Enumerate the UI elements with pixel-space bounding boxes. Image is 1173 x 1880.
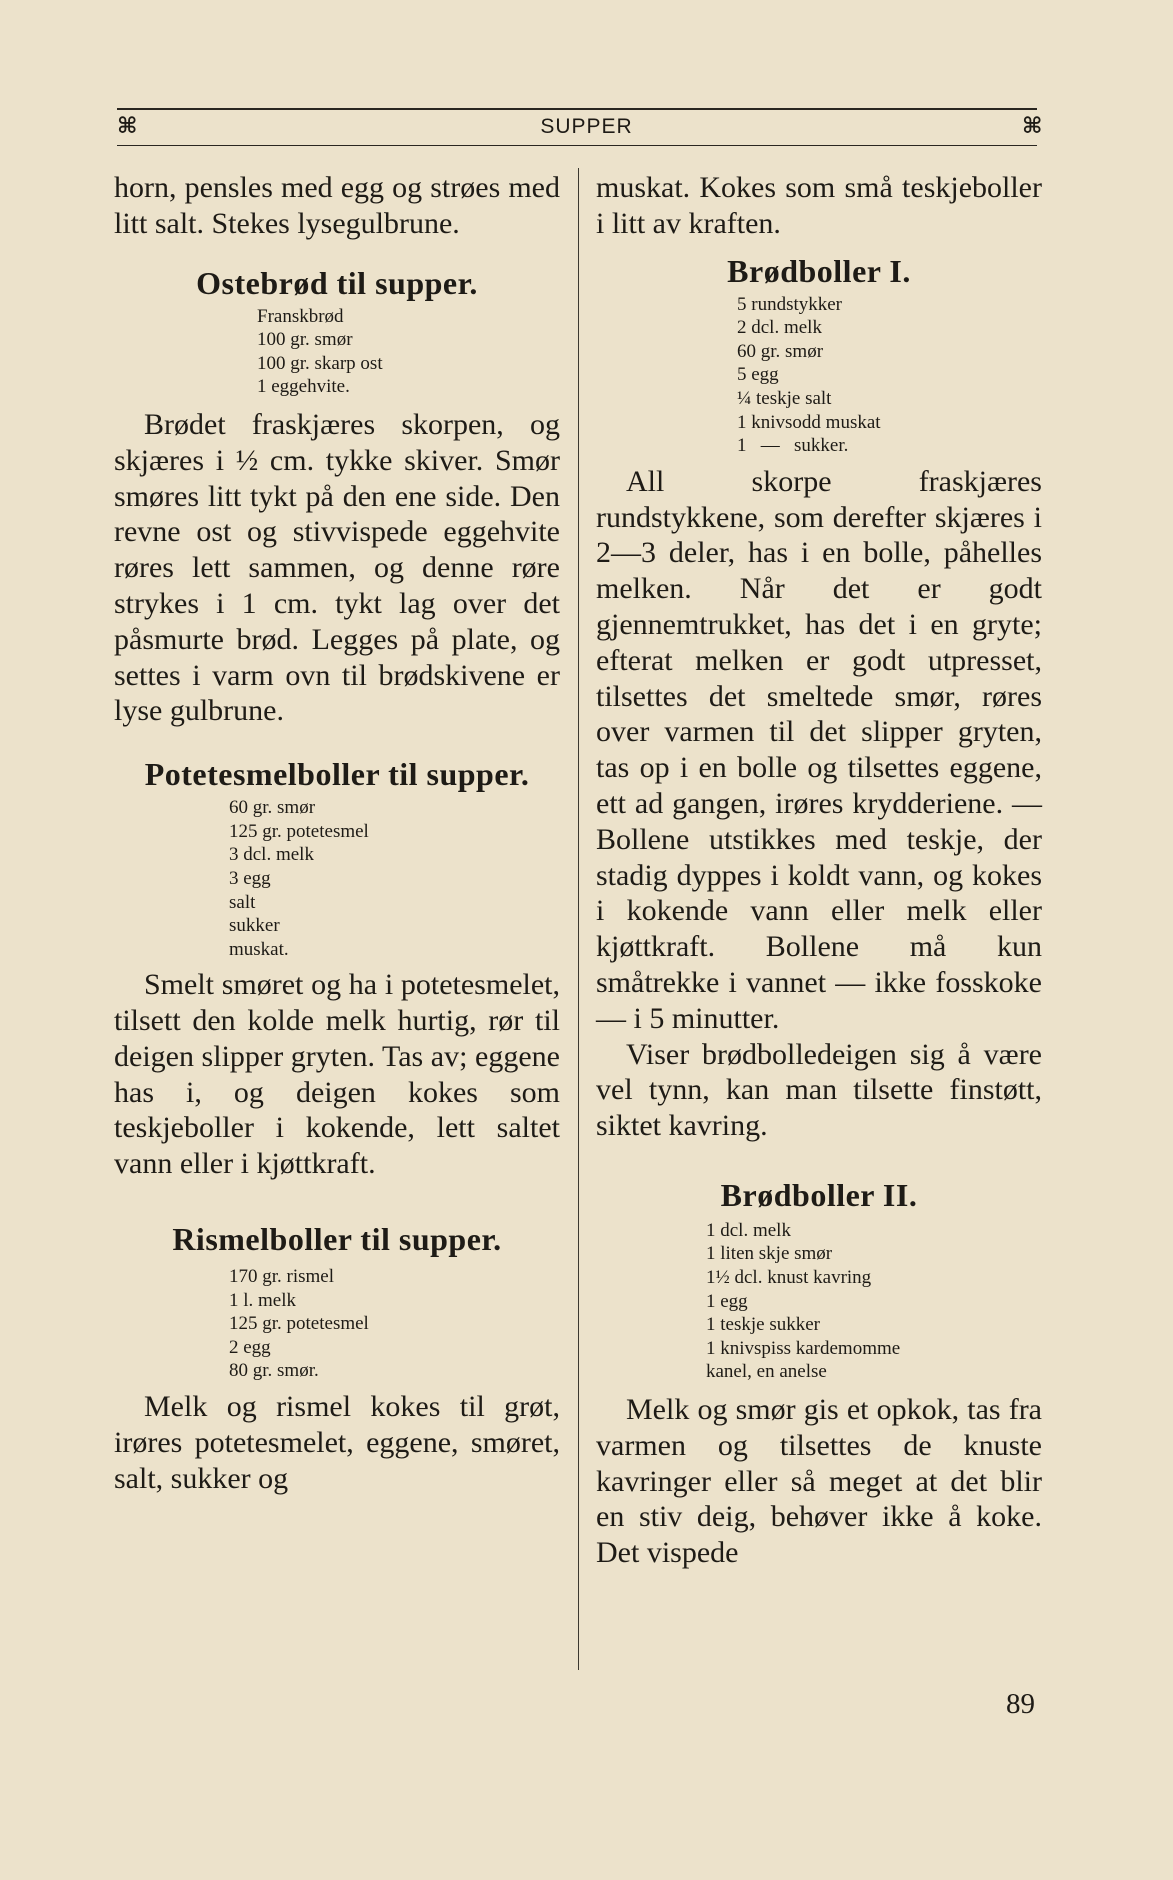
- header-rule-top: [117, 108, 1037, 110]
- ingredient: 80 gr. smør.: [229, 1360, 319, 1382]
- ingredient: salt: [229, 891, 256, 913]
- left-column: [114, 170, 560, 1496]
- column-divider: [578, 168, 579, 1670]
- ingredient-list-ostebrod: [257, 305, 560, 399]
- ingredient: 100 gr. smør: [257, 329, 353, 351]
- ingredient: 1 eggehvite.: [257, 376, 350, 398]
- header-ornament-right: ⌘: [1022, 113, 1043, 139]
- page-number: 89: [1006, 1688, 1035, 1720]
- ingredient: 60 gr. smør: [229, 797, 316, 819]
- recipe-text-brodboller-1: All skorpe fraskjæres rundstykkene, som derefter skjæres i 2—3 deler, has i en bolle, påhelles melken. Når det er godt gjennemtrukket, has det i en gryte; efterat melken er godt utpresset, tilsettes det smeltede smør, røres over varmen til det slipper gryten, tas op i en bolle og tilsettes eggene, ett ad gangen, irøres krydderiene. — Bollene utstikkes med teskje, der stadig dyppes i koldt vann, og kokes i kokende vann eller melk eller kjøttkraft. Bollene må kun småtrekke i vannet — ikke fosskoke — i 5 minutter.: [596, 464, 1042, 1035]
- ingredient: 60 gr. smør: [737, 340, 824, 362]
- ingredient: 1½ dcl. knust kavring: [706, 1267, 872, 1289]
- ingredient: ¼ teskje salt: [737, 387, 832, 409]
- recipe-text-potetesmelboller: Smelt smøret og ha i potetesmelet, tilsett den kolde melk hurtig, rør til deigen slipper gryten. Tas av; eggene has i, og deigen kokes som teskjeboller i kokende, lett saltet vann eller i kjøttkraft.: [114, 968, 560, 1181]
- continuation-paragraph: muskat. Kokes som små teskjeboller i litt av kraften.: [596, 171, 1042, 240]
- ingredient-list-brodboller-1: [737, 293, 1042, 458]
- ingredient: kanel, en anelse: [706, 1361, 827, 1383]
- recipe-text-ostebrod: Brødet fraskjæres skorpen, og skjæres i ½ cm. tykke skiver. Smør smøres litt tykt på den ene side. Den revne ost og stivvispede eggehvite røres lett sammen, og denne røre strykes i 1 cm. tykt lag over det påsmurte brød. Legges på plate, og settes i varm ovn til brødskivene er lyse gulbrune.: [114, 407, 560, 728]
- ingredient: 3 dcl. melk: [229, 844, 314, 866]
- ingredient: 2 egg: [229, 1336, 271, 1358]
- recipe-note-brodboller-1: Viser brødbolledeigen sig å være vel tynn, kan man tilsette finstøtt, siktet kavring.: [596, 1037, 1042, 1143]
- ingredient: Franskbrød: [257, 305, 344, 327]
- recipe-text-rismelboller: Melk og rismel kokes til grøt, irøres potetesmelet, eggene, smøret, salt, sukker og: [114, 1390, 560, 1495]
- ingredient: 1 knivspiss kardemomme: [706, 1337, 901, 1359]
- ingredient: 5 egg: [737, 364, 779, 386]
- ingredient: muskat.: [229, 938, 289, 960]
- ingredient: 1 egg: [706, 1290, 748, 1312]
- ingredient: 100 gr. skarp ost: [257, 352, 383, 374]
- recipe-text-brodboller-2: Melk og smør gis et opkok, tas fra varmen og tilsettes de knuste kavringer eller så meget at det blir en stiv deig, behøver ikke å koke. Det vispede: [596, 1393, 1042, 1570]
- ingredient: 125 gr. potetesmel: [229, 820, 369, 842]
- recipe-title-ostebrod: Ostebrød til supper.: [196, 264, 478, 301]
- ingredient: 170 gr. rismel: [229, 1266, 335, 1288]
- ingredient: 5 rundstykker: [737, 293, 843, 315]
- header-ornament-left: ⌘: [117, 113, 138, 139]
- ingredient-list-brodboller-2: [706, 1219, 1042, 1384]
- ingredient: sukker: [229, 915, 280, 937]
- ingredient-list-potetesmelboller: [229, 796, 560, 961]
- ingredient: 1 teskje sukker: [706, 1314, 820, 1336]
- ingredient: 1 knivsodd muskat: [737, 411, 881, 433]
- ingredient-list-rismelboller: [229, 1265, 560, 1383]
- recipe-title-rismelboller: Rismelboller til supper.: [172, 1221, 502, 1258]
- right-column: [596, 170, 1042, 1571]
- intro-paragraph: horn, pensles med egg og strøes med litt salt. Stekes lysegulbrune.: [114, 171, 560, 240]
- recipe-title-potetesmelboller: Potetesmelboller til supper.: [144, 756, 530, 793]
- ingredient: 1 dcl. melk: [706, 1219, 791, 1241]
- ingredient: 1 l. melk: [229, 1289, 297, 1311]
- recipe-title-brodboller-2: Brødboller II.: [720, 1176, 918, 1213]
- recipe-title-brodboller-1: Brødboller I.: [727, 252, 911, 289]
- ingredient: 3 egg: [229, 867, 271, 889]
- ingredient: 1 — sukker.: [737, 435, 849, 457]
- ingredient: 125 gr. potetesmel: [229, 1313, 369, 1335]
- ingredient: 1 liten skje smør: [706, 1243, 833, 1265]
- running-header-title: SUPPER: [540, 115, 633, 138]
- header-rule-bottom: [117, 145, 1037, 146]
- ingredient: 2 dcl. melk: [737, 317, 822, 339]
